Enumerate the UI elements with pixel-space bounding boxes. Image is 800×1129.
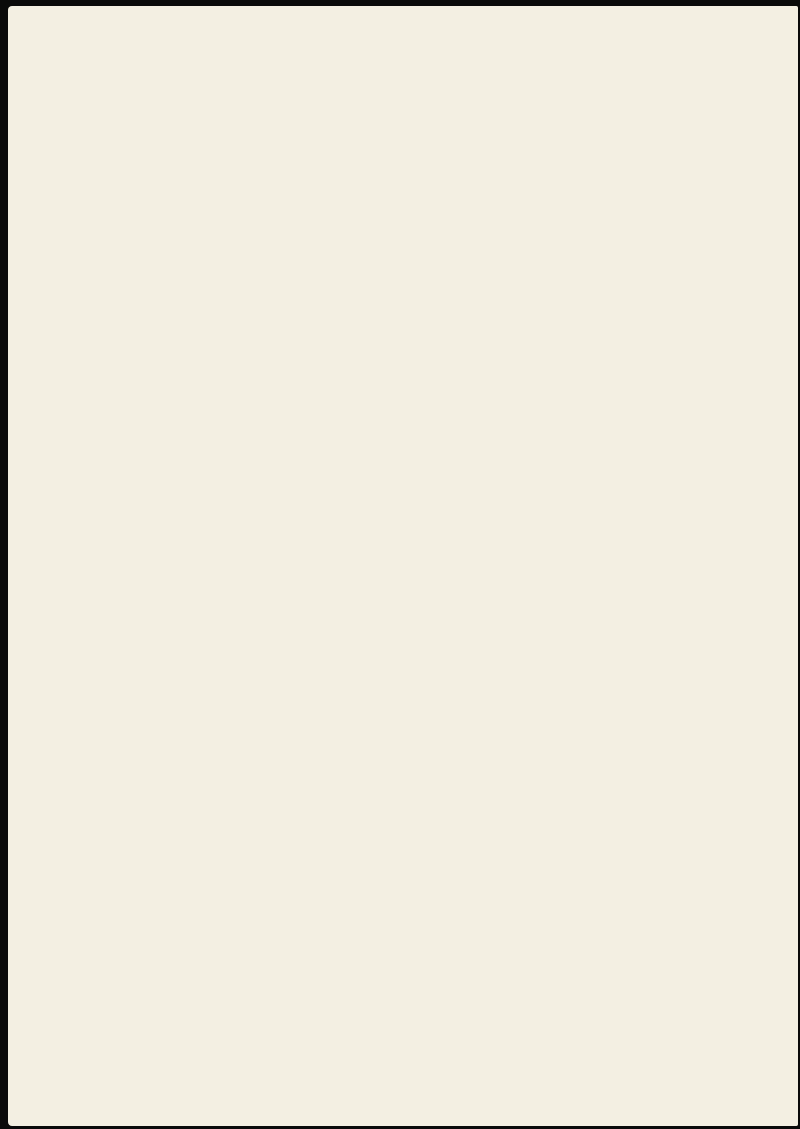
ledger-page [8,6,798,1126]
binding-holes [8,6,22,1126]
